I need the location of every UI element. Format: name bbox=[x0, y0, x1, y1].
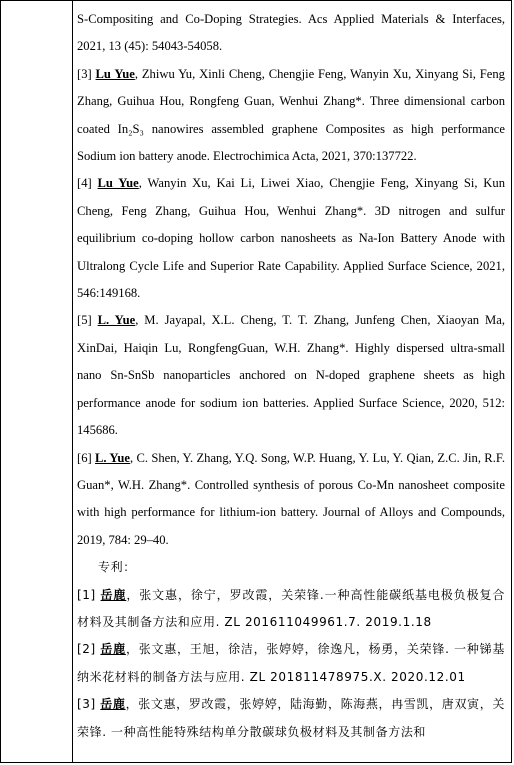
patent-author-highlight: 岳鹿 bbox=[100, 642, 126, 657]
paper-entry bbox=[77, 170, 505, 307]
patent-entry bbox=[77, 582, 505, 637]
patent-author-highlight: 岳鹿 bbox=[100, 697, 126, 712]
paper-index: [5] bbox=[77, 313, 98, 328]
table-border-right bbox=[511, 0, 512, 763]
patent-index: [1] bbox=[77, 587, 101, 602]
paper-author-highlight: Lu Yue bbox=[95, 66, 135, 81]
patent-entry bbox=[77, 691, 505, 746]
paper-entry bbox=[77, 307, 505, 444]
patent-text: ，张文惠，徐宁，罗改霞，关荣锋.一种高性能碳纸基电极负极复合材料及其制备方法和应用. ZL 201611049961.7. 2019.1.18 bbox=[77, 587, 505, 629]
patent-entry bbox=[77, 636, 505, 691]
table-border-bottom bbox=[0, 762, 512, 763]
patent-index: [3] bbox=[77, 697, 101, 712]
paper-text: , M. Jayapal, X.L. Cheng, T. T. Zhang, Junfeng Chen, Xiaoyan Ma, XinDai, Haiqin Lu, RongfengGuan, W.H. Zhang*. Highly dispersed ultra-small nano Sn-SnSb nanoparticles anchored on N-doped graphene sheets as high performance anode for sodium ion batteries. Applied Surface Science, 2020, 512: 145686. bbox=[77, 313, 505, 438]
paper-index: [3] bbox=[77, 66, 96, 81]
paper-entry bbox=[77, 445, 505, 555]
patent-author-highlight: 岳鹿 bbox=[100, 587, 127, 602]
patent-text: ，张文惠，罗改霞，张婷婷，陆海勤，陈海燕，冉雪凯，唐双寅，关荣锋. 一种高性能特殊结构单分散碳球负极材料及其制备方法和 bbox=[77, 697, 505, 739]
paper-author-highlight: Lu Yue bbox=[97, 176, 139, 191]
patent-text: ，张文惠，王旭，徐洁，张婷婷，徐逸凡，杨勇，关荣锋. 一种锑基纳米花材料的制备方法与应用. ZL 201811478975.X. 2020.12.01 bbox=[77, 642, 506, 684]
paper-text: , C. Shen, Y. Zhang, Y.Q. Song, W.P. Huang, Y. Lu, Y. Qian, Z.C. Jin, R.F. Guan*, W.H. Zhang*. Controlled synthesis of porous Co-Mn nanosheet composite with high performance for lithium-ion battery. Journal of Alloys and Compounds, 2019, 784: 29–40. bbox=[77, 450, 505, 547]
patents-heading: 专利： bbox=[98, 560, 136, 575]
paper-index: [4] bbox=[77, 176, 98, 191]
paper-text: , Zhiwu Yu, Xinli Cheng, Chengjie Feng, Wanyin Xu, Xinyang Si, Feng Zhang, Guihua Hou, Rongfeng Guan, Wenhui Zhang*. Three dimensional carbon coated In₂S₃ nanowires assembled graphene Composites as high performance Sodium ion battery anode. Electrochimica Acta, 2021, 370:137722. bbox=[77, 66, 505, 164]
paper-entry bbox=[77, 61, 505, 171]
paper-author-highlight: L. Yue bbox=[95, 450, 130, 465]
table-border-left bbox=[0, 0, 1, 763]
paper-index: [6] bbox=[77, 450, 96, 465]
paper-text: , Wanyin Xu, Kai Li, Liwei Xiao, Chengjie Feng, Xinyang Si, Kun Cheng, Feng Zhang, Guihua Hou, Wenhui Zhang*. 3D nitrogen and sulfur equilibrium co-doping hollow carbon nanosheets as Na-Ion Battery Anode with Ultralong Cycle Life and Superior Rate Capability. Applied Surface Science, 2021, 546:149168. bbox=[77, 176, 505, 301]
publication-list bbox=[77, 6, 505, 746]
table-border-top bbox=[0, 0, 512, 1]
paper-author-highlight: L. Yue bbox=[97, 313, 136, 328]
paper-text: S-Compositing and Co-Doping Strategies. Acs Applied Materials & Interfaces, 2021, 13 (45): 54043-54058. bbox=[77, 12, 505, 54]
patent-index: [2] bbox=[77, 642, 101, 657]
table-column-divider bbox=[72, 0, 73, 763]
paper-entry bbox=[77, 6, 505, 61]
